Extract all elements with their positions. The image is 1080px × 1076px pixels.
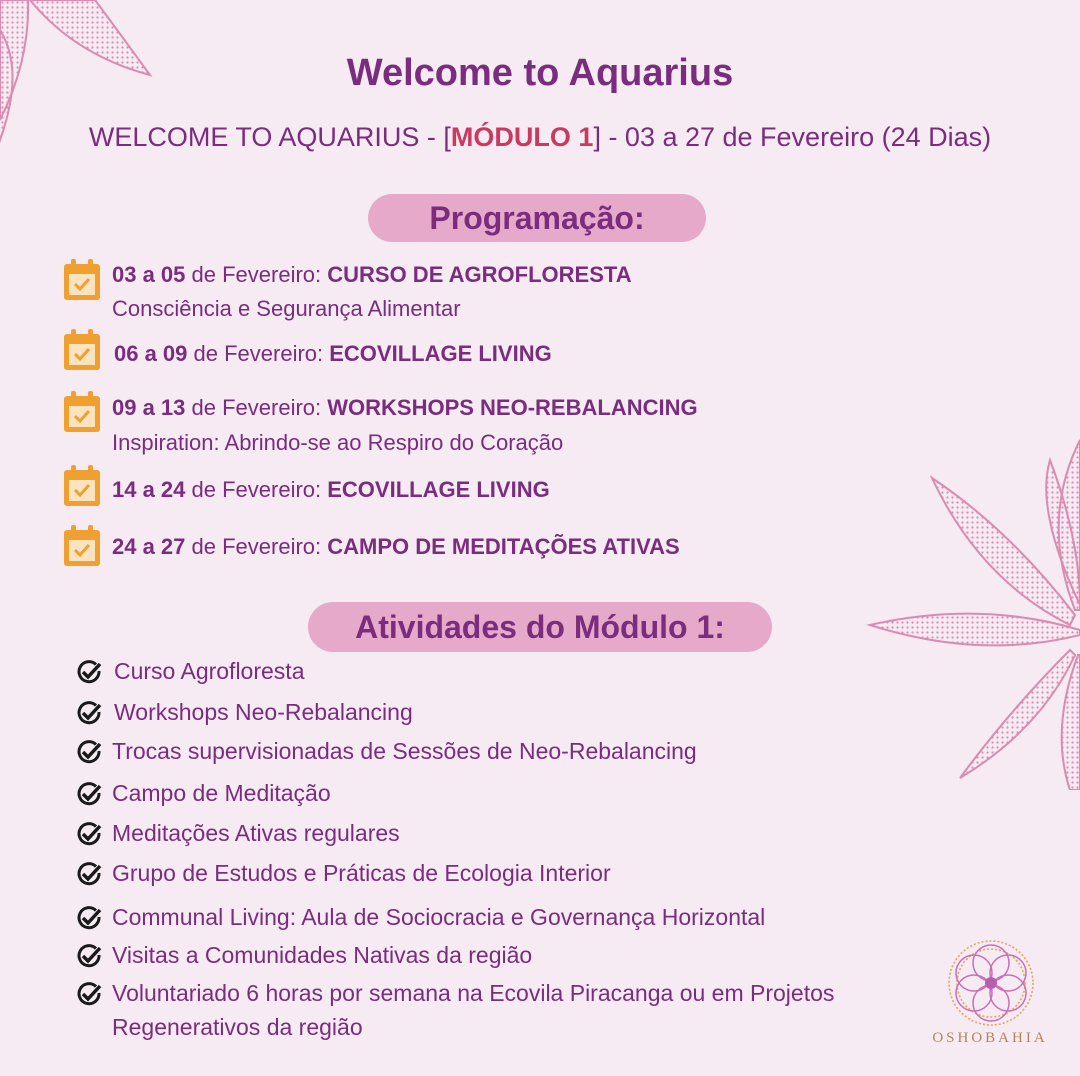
schedule-dates: 03 a 05	[112, 262, 186, 287]
schedule-dates: 09 a 13	[112, 395, 186, 420]
check-circle-icon	[76, 740, 102, 766]
activity-text: Grupo de Estudos e Práticas de Ecologia Interior	[112, 860, 611, 886]
activity-text-continued: Regenerativos da região	[112, 1014, 363, 1040]
schedule-line	[112, 395, 698, 421]
subtitle-prefix: WELCOME TO AQUARIUS - [	[88, 122, 451, 152]
activity-text: Visitas a Comunidades Nativas da região	[112, 942, 533, 968]
schedule-dates: 24 a 27	[112, 534, 186, 559]
schedule-event: CAMPO DE MEDITAÇÕES ATIVAS	[327, 534, 680, 559]
calendar-check-icon	[62, 328, 102, 372]
schedule-line	[112, 477, 550, 503]
schedule-month: de Fevereiro:	[185, 477, 328, 502]
schedule-event: ECOVILLAGE LIVING	[329, 341, 552, 366]
schedule-item	[62, 524, 782, 570]
page-title: Welcome to Aquarius	[346, 52, 734, 94]
flower-petals-right	[860, 410, 1080, 790]
activity-text: Meditações Ativas regulares	[112, 820, 400, 846]
check-circle-icon	[76, 862, 102, 888]
check-circle-icon	[76, 782, 102, 808]
check-circle-icon	[76, 701, 102, 727]
schedule-item	[62, 258, 782, 324]
activity-text: Voluntariado 6 horas por semana na Ecovila Piracanga ou em Projetos	[112, 980, 835, 1006]
atividades-heading: Atividades do Módulo 1:	[308, 602, 772, 652]
calendar-check-icon	[62, 464, 102, 508]
activity-text: Campo de Meditação	[112, 780, 331, 806]
check-circle-icon	[76, 660, 102, 686]
schedule-event: ECOVILLAGE LIVING	[327, 477, 550, 502]
check-circle-icon	[76, 822, 102, 848]
schedule-month: de Fevereiro:	[187, 341, 330, 366]
brand-name: OSHOBAHIA	[932, 1030, 1048, 1046]
schedule-month: de Fevereiro:	[185, 262, 328, 287]
schedule-event: WORKSHOPS NEO-REBALANCING	[327, 395, 698, 420]
check-circle-icon	[76, 906, 102, 932]
oshobahia-logo-icon	[946, 938, 1036, 1028]
schedule-line	[112, 534, 680, 560]
schedule-event: CURSO DE AGROFLORESTA	[327, 262, 632, 287]
activity-text: Curso Agrofloresta	[114, 658, 305, 684]
schedule-item	[62, 464, 782, 510]
schedule-item	[62, 328, 782, 374]
calendar-check-icon	[62, 390, 102, 434]
schedule-dates: 14 a 24	[112, 477, 186, 502]
calendar-check-icon	[62, 258, 102, 302]
schedule-month: de Fevereiro:	[185, 534, 328, 559]
subtitle-suffix: ] - 03 a 27 de Fevereiro (24 Dias)	[593, 122, 992, 152]
activity-text: Communal Living: Aula de Sociocracia e Governança Horizontal	[112, 904, 766, 930]
check-circle-icon	[76, 982, 102, 1008]
module-subtitle	[0, 122, 1080, 153]
schedule-line	[112, 262, 632, 288]
schedule-subtitle: Inspiration: Abrindo-se ao Respiro do Coração	[112, 430, 564, 455]
activity-text: Workshops Neo-Rebalancing	[114, 699, 413, 725]
schedule-line	[114, 341, 552, 367]
schedule-month: de Fevereiro:	[185, 395, 328, 420]
subtitle-module: MÓDULO 1	[450, 122, 594, 152]
activity-text: Trocas supervisionadas de Sessões de Neo-Rebalancing	[112, 738, 697, 764]
schedule-item	[62, 390, 802, 456]
calendar-check-icon	[62, 524, 102, 568]
schedule-dates: 06 a 09	[114, 341, 188, 366]
schedule-subtitle: Consciência e Segurança Alimentar	[112, 296, 461, 321]
programacao-heading: Programação:	[368, 194, 706, 242]
check-circle-icon	[76, 944, 102, 970]
